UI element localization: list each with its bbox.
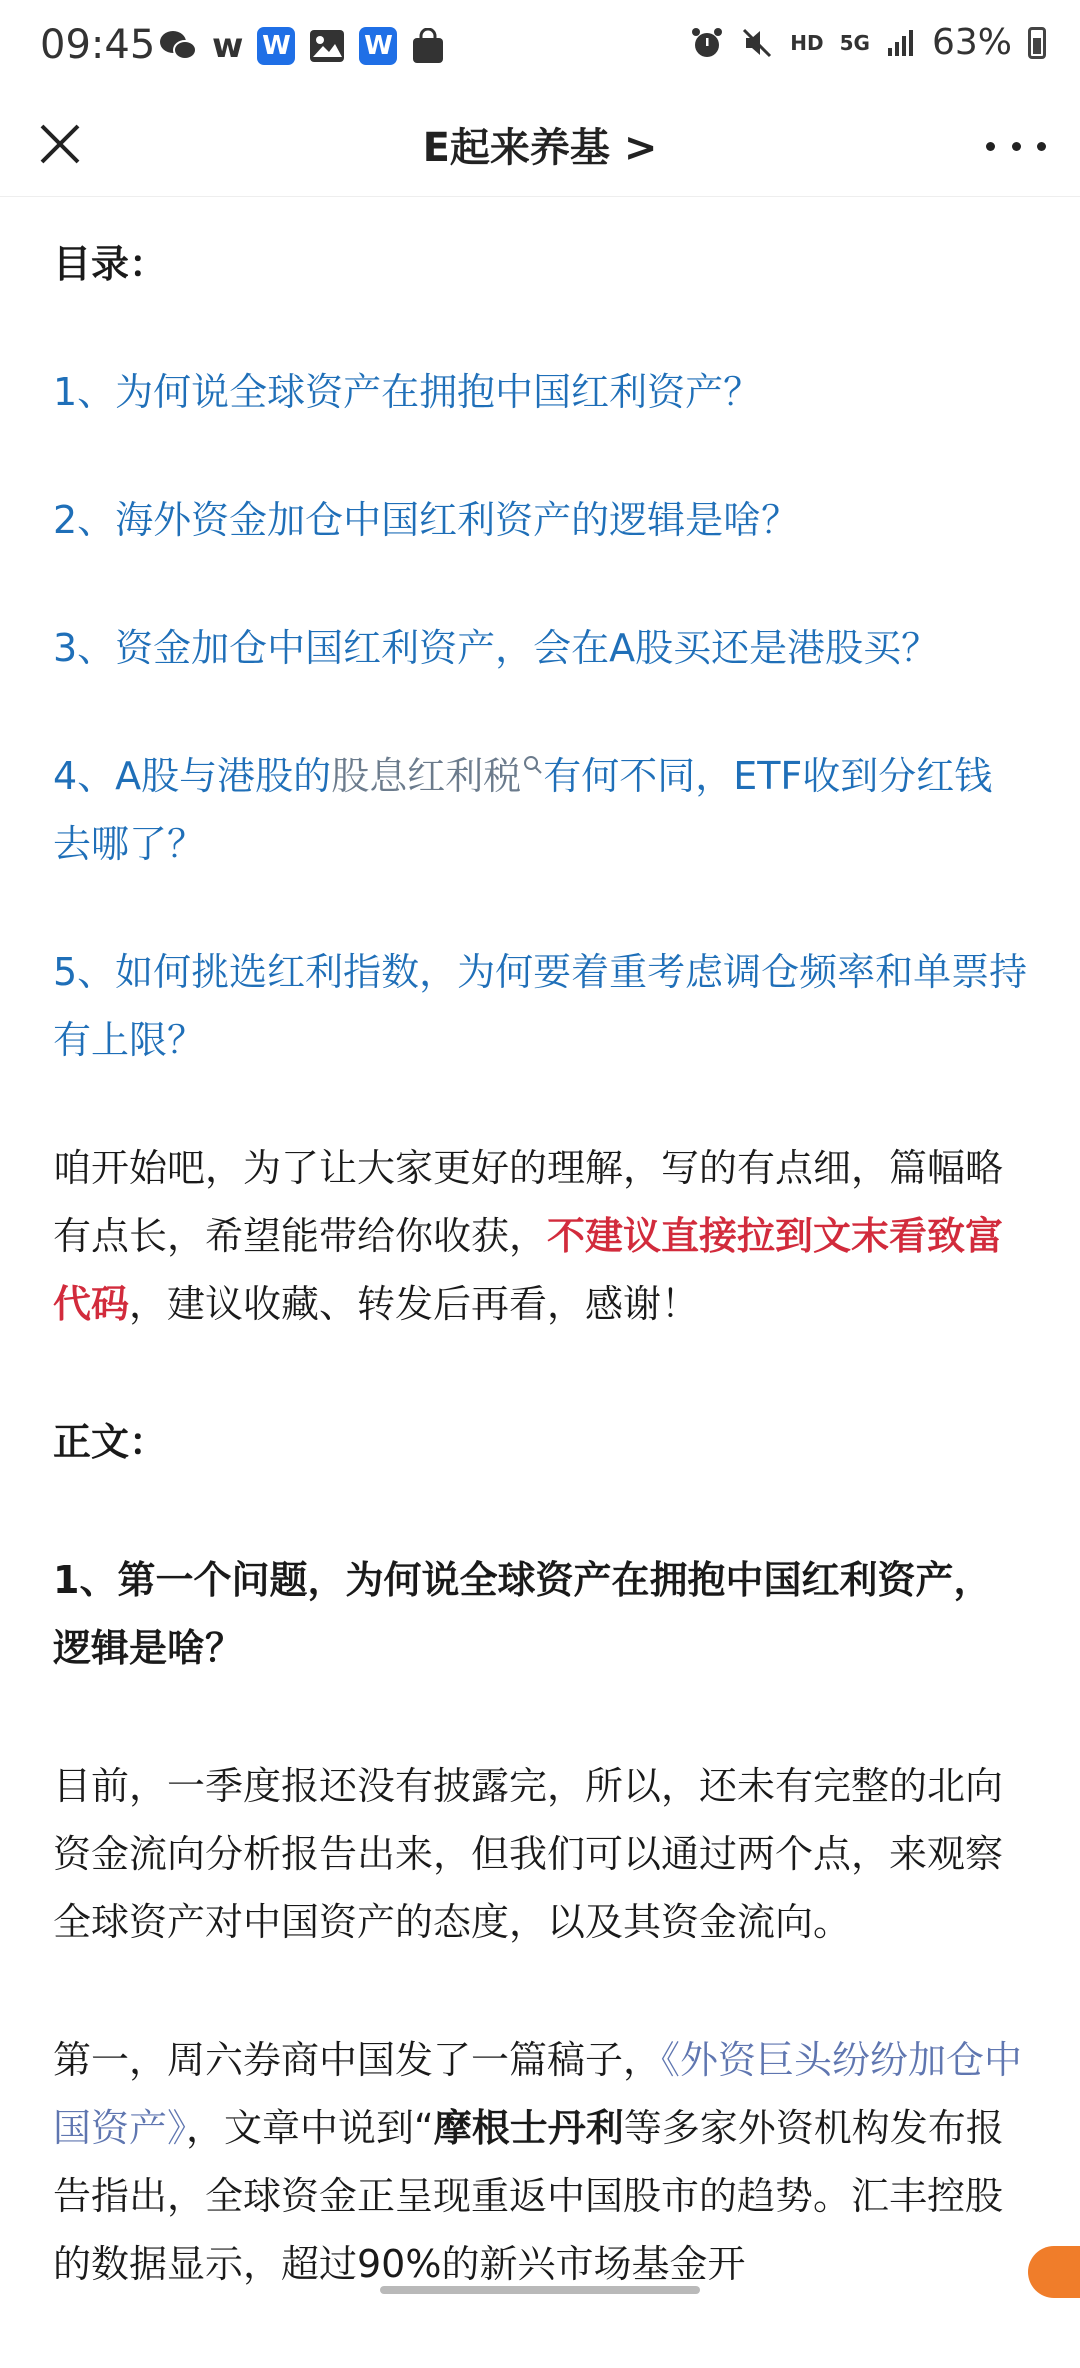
app-icon: W (257, 27, 295, 65)
account-name-button[interactable]: E起来养基 > (422, 125, 658, 171)
bag-icon (411, 28, 445, 64)
image-icon (309, 29, 345, 63)
mute-icon (740, 26, 774, 60)
toc-item[interactable]: 5、如何挑选红利指数，为何要着重考虑调仓频率和单票持有上限？ (53, 950, 1028, 1062)
toc-item-text: 4、A股与港股的 (53, 754, 332, 798)
system-icons (690, 22, 1046, 63)
paragraph: 目前，一季度报还没有披露完，所以，还未有完整的北向资金流向分析报告出来，但我们可以通过两个点，来观察全球资产对中国资产的态度，以及其资金流向。 (53, 1764, 1004, 1944)
search-term-link[interactable]: 股息红利税 (331, 754, 522, 798)
toc-item[interactable] (53, 742, 1028, 878)
hd-icon: HD (790, 30, 824, 55)
paragraph-text: 第一，周六券商中国发了一篇稿子， (53, 2038, 662, 2082)
intro-text: 咱开始吧，为了让大家更好的理解，写的有点细，篇幅略有点长，希望能带给你收获， (53, 1146, 1004, 1258)
battery-text: 63% (931, 22, 1012, 63)
toc-item-text: 有何不同，ETF收到分红钱去哪了？ (53, 754, 993, 866)
more-icon (986, 142, 995, 151)
article-body (53, 230, 1028, 2368)
toc-item[interactable]: 1、为何说全球资产在拥抱中国红利资产？ (53, 370, 762, 414)
wechat-icon (158, 28, 198, 64)
app-icon: W (359, 27, 397, 65)
signal-icon (886, 28, 916, 58)
more-options-button[interactable] (986, 126, 1046, 166)
home-indicator[interactable] (380, 2286, 700, 2294)
intro-text-end: ，建议收藏、转发后再看，感谢！ (129, 1282, 700, 1326)
toc-item[interactable]: 3、资金加仓中国红利资产，会在A股买还是港股买？ (53, 626, 940, 670)
alarm-icon (690, 26, 724, 60)
top-nav-bar (0, 96, 1080, 197)
article-link[interactable]: 《外资巨头纷纷加仓中国资产》 (53, 2038, 1023, 2150)
paragraph-text: 等多家外资机构发布报告指出，全球资金正呈现重返中国股市的趋势。汇丰控股的数据显示，超过90%的新兴市场基金开 (53, 2106, 1004, 2286)
w-icon: w (212, 26, 244, 66)
battery-icon (1028, 27, 1046, 59)
status-time: 09:45 (40, 22, 156, 68)
toc-item[interactable]: 2、海外资金加仓中国红利资产的逻辑是啥？ (53, 498, 800, 542)
body-heading: 正文： (53, 1420, 168, 1464)
status-bar (0, 0, 1080, 96)
search-icon[interactable] (523, 755, 543, 775)
intro-paragraph (53, 1134, 1028, 1338)
notification-icons (158, 26, 445, 66)
more-icon-dot (1012, 142, 1021, 151)
bold-text: 摩根士丹利 (433, 2106, 624, 2150)
5g-icon: 5G (839, 30, 870, 55)
intro-highlight: 不建议直接拉到文末看致富代码 (53, 1214, 1004, 1326)
toc-heading: 目录： (53, 242, 168, 286)
section-heading: 1、第一个问题，为何说全球资产在拥抱中国红利资产，逻辑是啥？ (53, 1558, 992, 1670)
paragraph-text: ，文章中说到“ (186, 2106, 434, 2150)
paragraph (53, 2026, 1028, 2298)
floating-button[interactable] (1028, 2246, 1080, 2298)
more-icon-dot (1037, 142, 1046, 151)
